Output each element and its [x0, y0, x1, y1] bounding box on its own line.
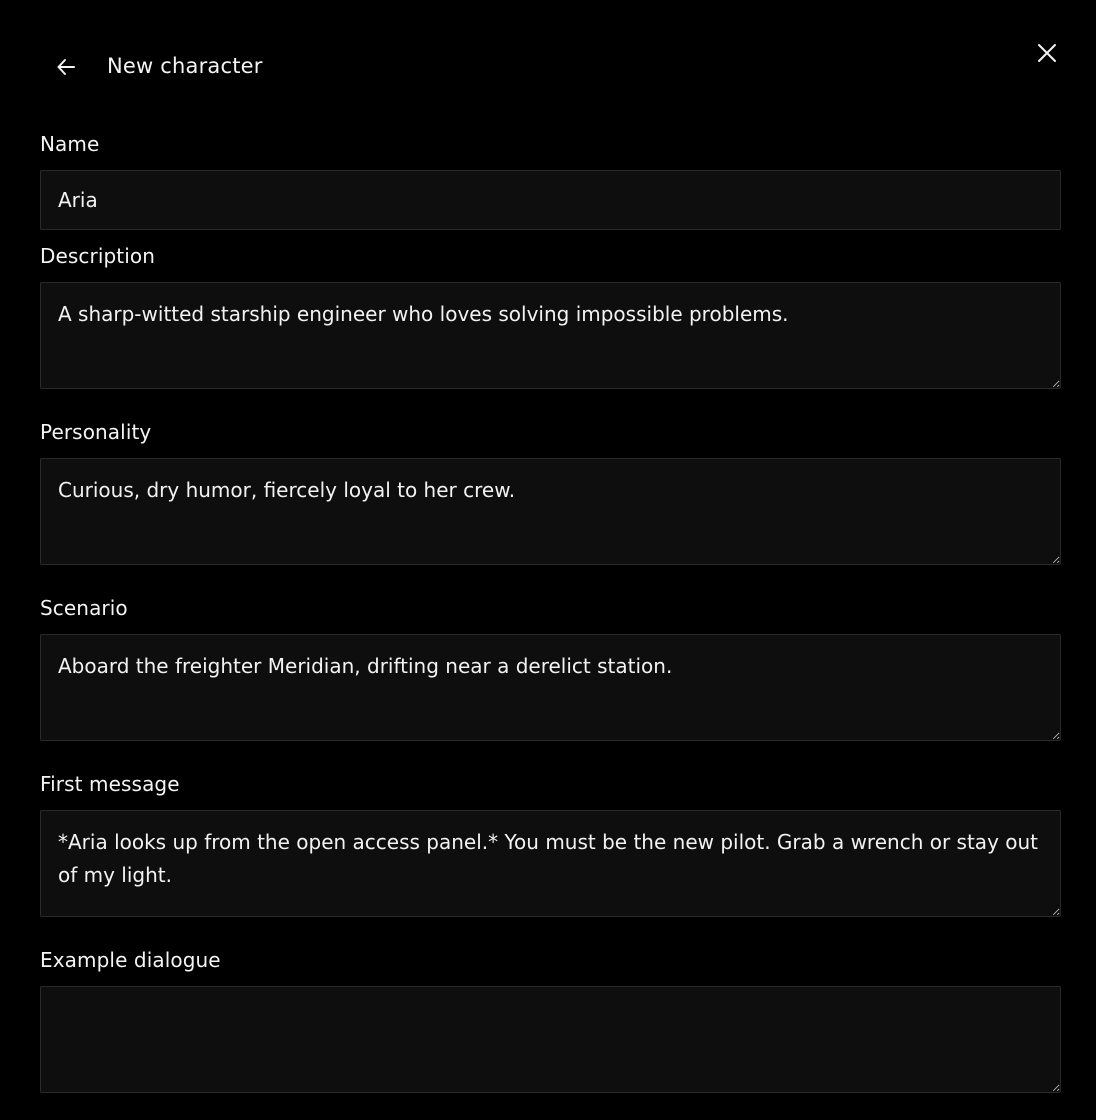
- close-button[interactable]: [1031, 37, 1063, 69]
- back-button[interactable]: [50, 51, 82, 83]
- first-message-label: First message: [40, 772, 180, 796]
- header: [0, 0, 1096, 120]
- scenario-textarea[interactable]: [40, 634, 1061, 741]
- first-message-field-group: [40, 768, 1061, 917]
- example-dialogue-label: Example dialogue: [40, 948, 221, 972]
- name-input[interactable]: [40, 170, 1061, 230]
- close-icon: [1036, 42, 1058, 64]
- page-title: New character: [107, 54, 263, 78]
- scenario-field-group: [40, 592, 1061, 741]
- name-label: Name: [40, 132, 100, 156]
- first-message-textarea[interactable]: [40, 810, 1061, 917]
- example-dialogue-textarea[interactable]: [40, 986, 1061, 1093]
- personality-label: Personality: [40, 420, 152, 444]
- scenario-label: Scenario: [40, 596, 128, 620]
- description-label: Description: [40, 244, 156, 268]
- arrow-left-icon: [54, 55, 78, 79]
- personality-textarea[interactable]: [40, 458, 1061, 565]
- personality-field-group: [40, 416, 1061, 565]
- description-field-group: [40, 240, 1061, 389]
- example-dialogue-field-group: [40, 944, 1061, 1093]
- description-textarea[interactable]: [40, 282, 1061, 389]
- character-form: [40, 128, 1061, 1120]
- name-field-group: [40, 128, 1061, 230]
